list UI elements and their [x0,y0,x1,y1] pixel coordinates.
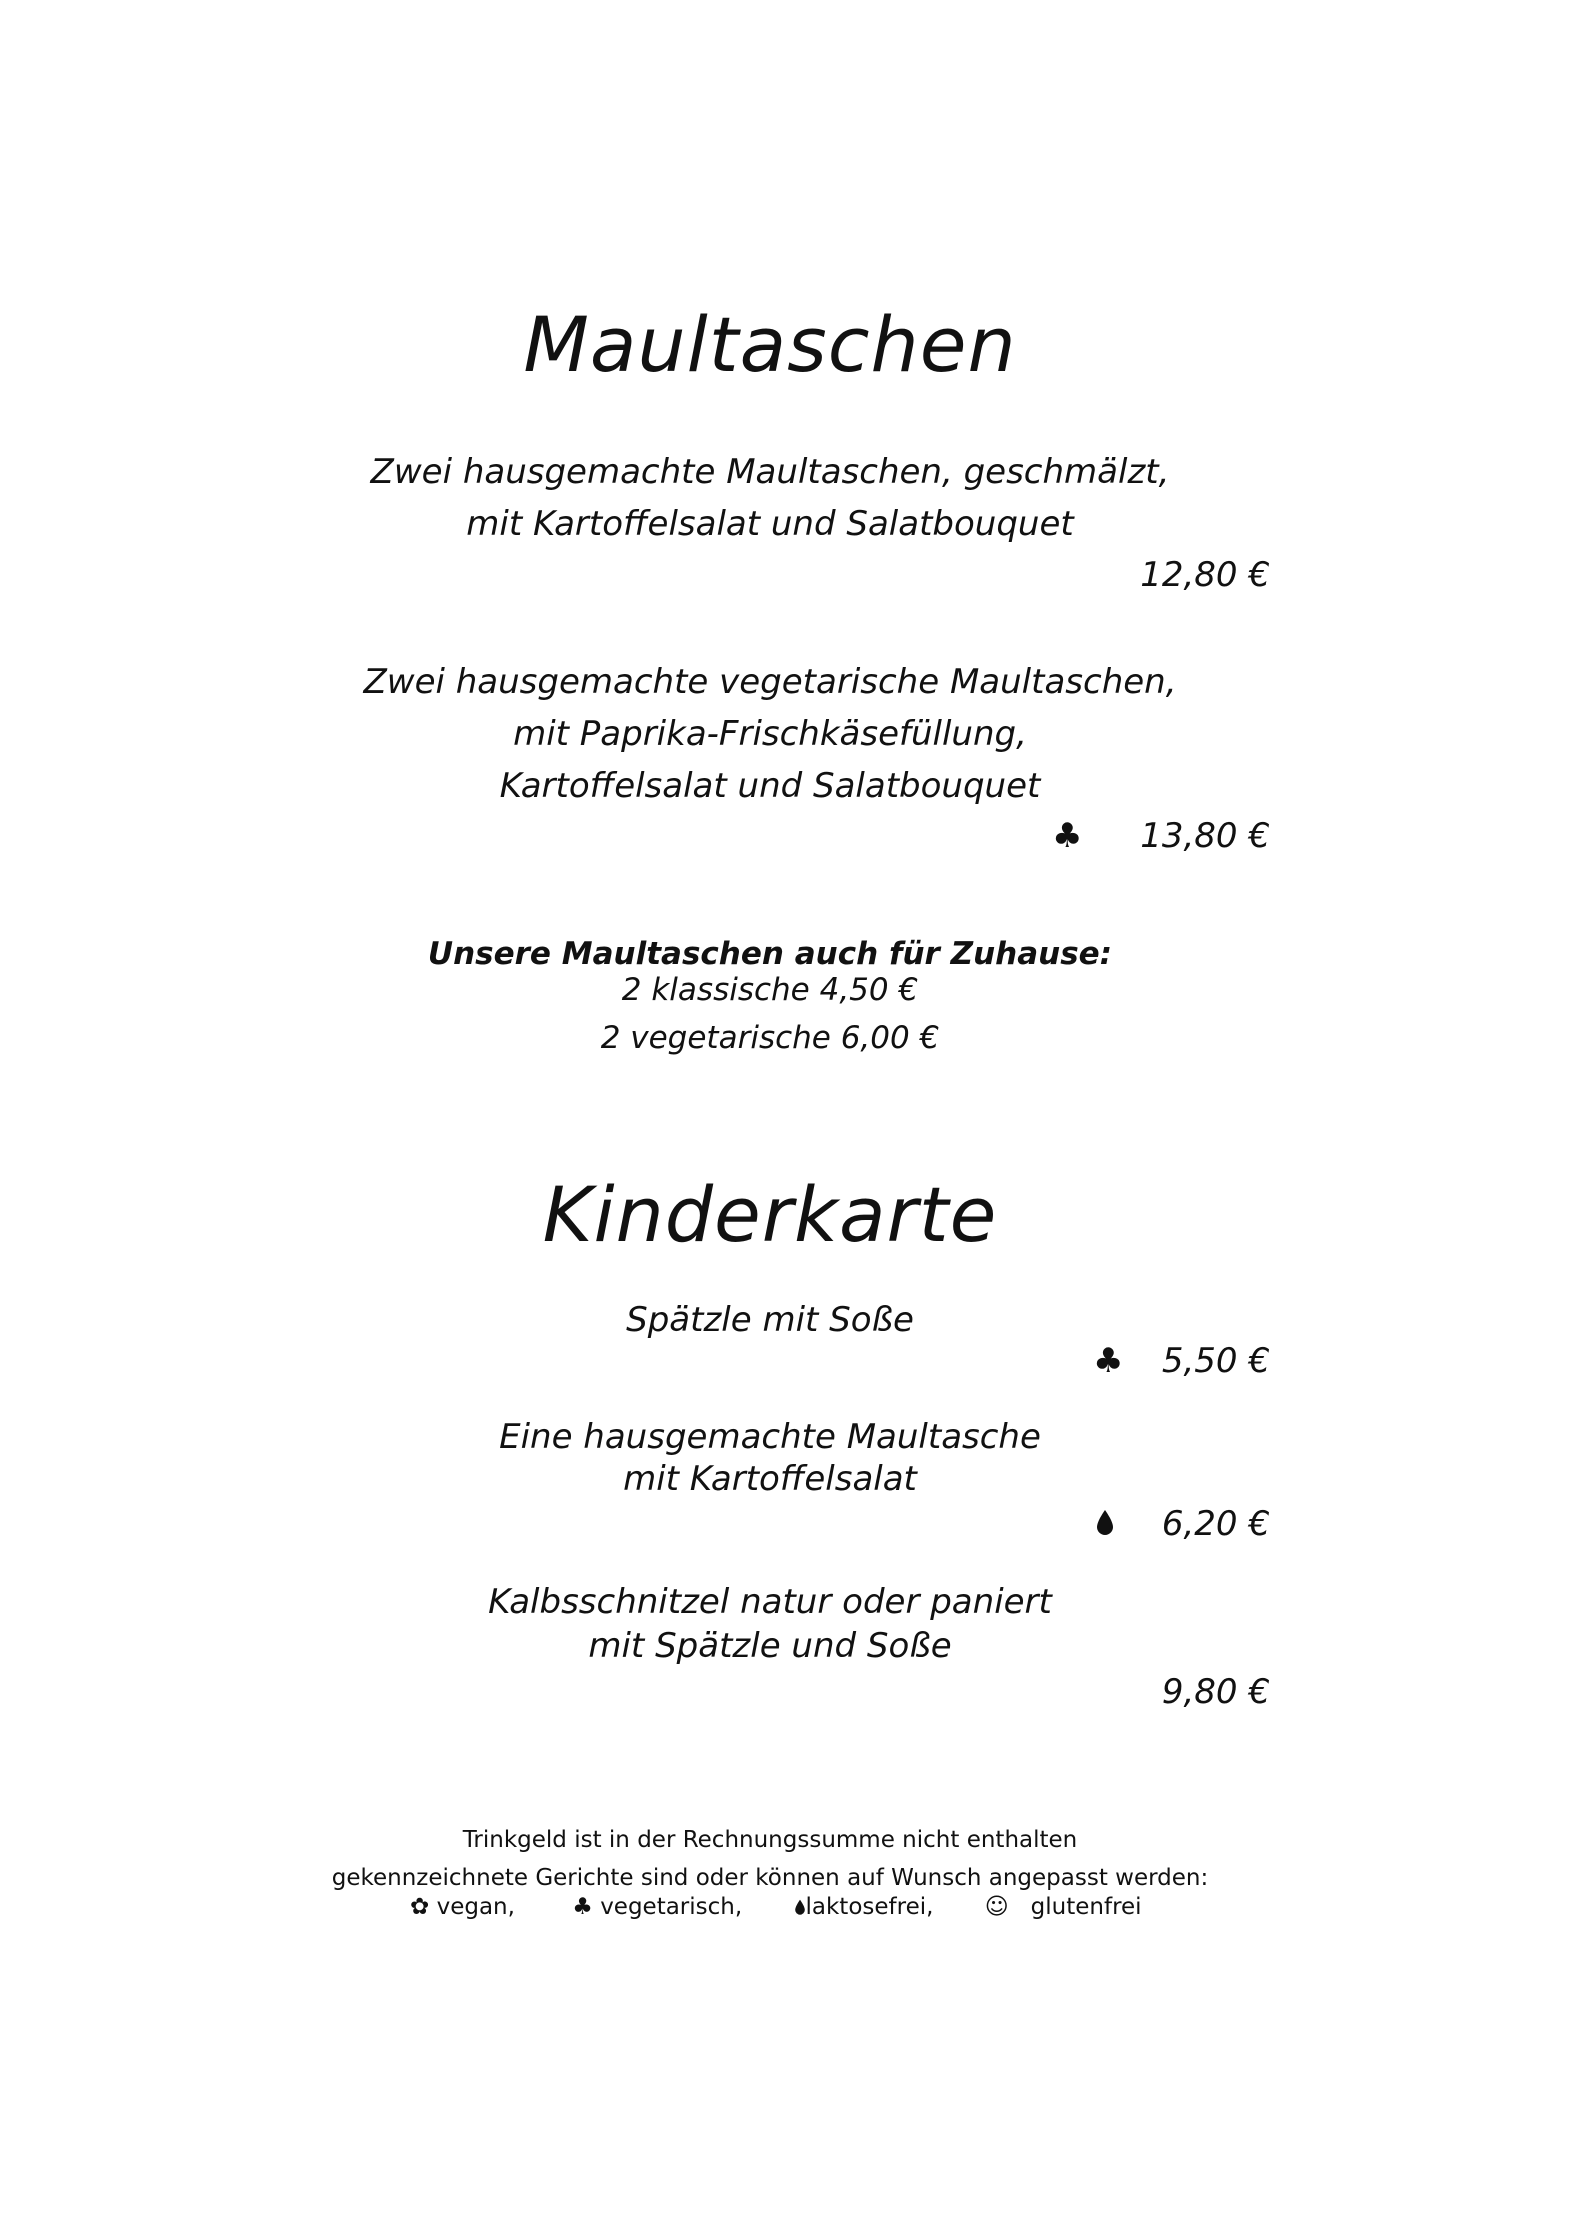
drop-icon [794,1894,806,1920]
home-offer-line: 2 klassische 4,50 € [621,972,919,1008]
club-icon: ♣ [1052,816,1083,856]
menu-item-description [0,656,1540,812]
legend-item-glutenfrei: ☺ glutenfrei [984,1894,1142,1920]
smiley-icon: ☺ [984,1894,1009,1920]
section-title-maultaschen: Maultaschen [523,300,1017,389]
menu-item-description [0,1416,1540,1500]
section-title-kinderkarte: Kinderkarte [542,1170,998,1259]
menu-item-description [0,1580,1540,1668]
menu-item-price: 5,50 € [1161,1341,1270,1381]
menu-item-price: 6,20 € [1161,1504,1270,1544]
description-line: mit Kartoffelsalat [623,1459,917,1499]
description-line: mit Spätzle und Soße [588,1626,952,1666]
club-icon: ♣ [572,1894,593,1920]
legend-item-laktosefrei: laktosefrei, [794,1894,934,1920]
menu-item-price: 13,80 € [1140,816,1270,856]
description-line: Spätzle mit Soße [626,1300,914,1340]
description-line: mit Paprika-Frischkäsefüllung, [513,714,1027,754]
description-line: Eine hausgemachte Maultasche [499,1417,1041,1457]
menu-item-description [0,1294,1540,1346]
legend [410,1894,1142,1920]
description-line: Zwei hausgemachte Maultaschen, geschmälzt, [370,452,1170,492]
legend-item-vegetarisch: ♣ vegetarisch, [572,1894,743,1920]
home-offer-line: 2 vegetarische 6,00 € [600,1020,940,1056]
legend-item-vegan: ✿ vegan, [410,1894,515,1920]
menu-item-description [0,446,1540,550]
menu-item-price: 9,80 € [1161,1672,1270,1712]
description-line: Zwei hausgemachte vegetarische Maultaschen, [363,662,1177,702]
description-line: mit Kartoffelsalat und Salatbouquet [466,504,1074,544]
menu-item-price: 12,80 € [1140,555,1270,595]
club-icon: ♣ [1093,1341,1124,1381]
tip-note: Trinkgeld ist in der Rechnungssumme nicht enthalten [462,1827,1078,1853]
description-line: Kalbsschnitzel natur oder paniert [488,1582,1052,1622]
home-heading: Unsere Maultaschen auch für Zuhause: [427,936,1113,972]
legend-intro: gekennzeichnete Gerichte sind oder können auf Wunsch angepasst werden: [331,1865,1209,1891]
description-line: Kartoffelsalat und Salatbouquet [499,766,1041,806]
flower-icon: ✿ [410,1894,430,1920]
